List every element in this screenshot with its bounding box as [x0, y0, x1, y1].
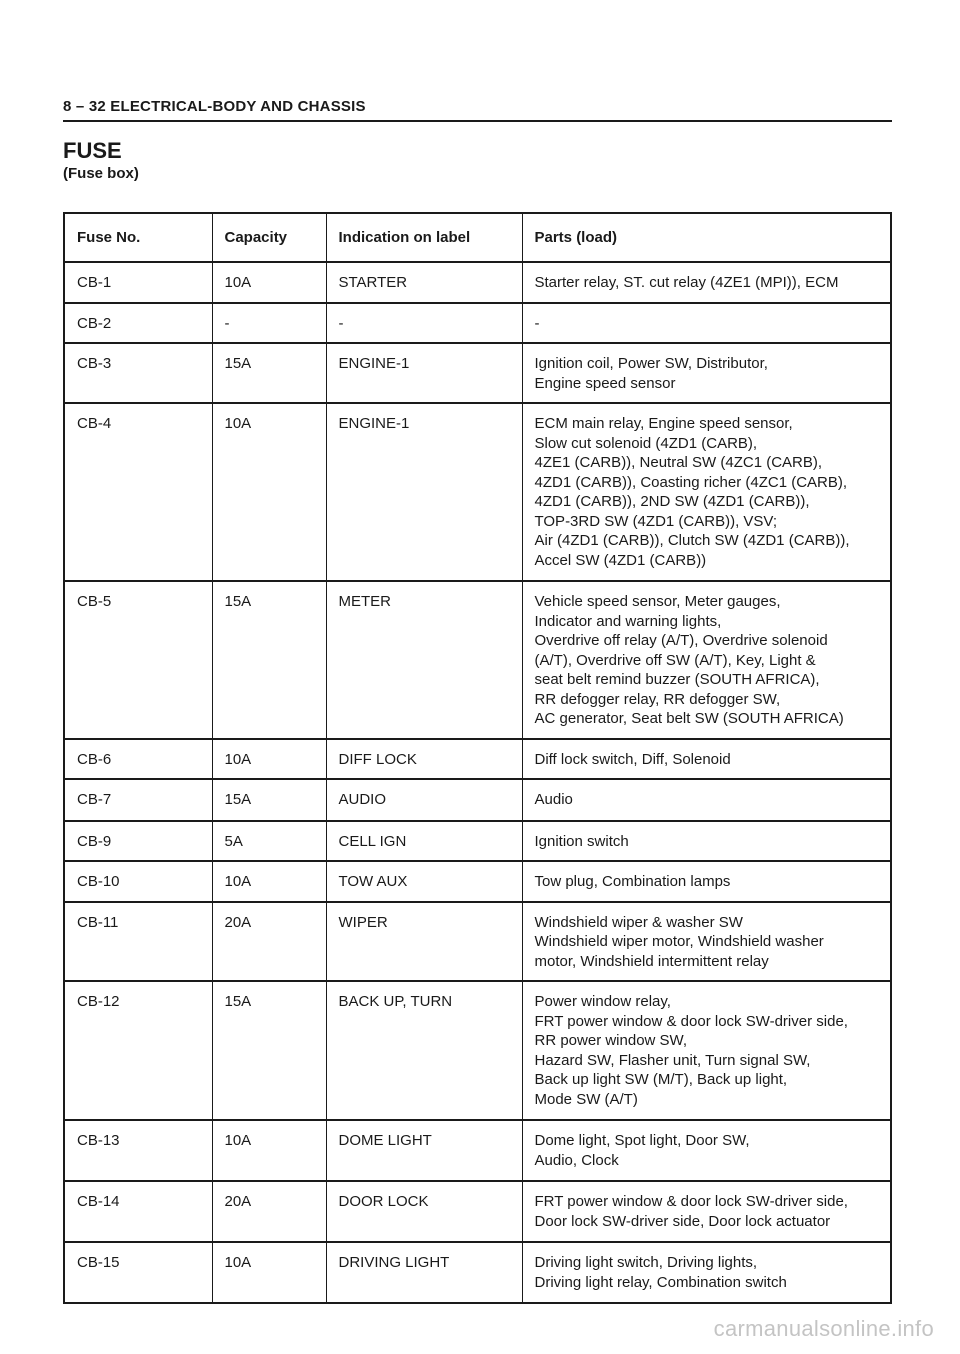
header-rule	[63, 120, 892, 122]
parts-line: Back up light SW (M/T), Back up light,	[534, 1071, 788, 1088]
table-row	[64, 403, 891, 581]
parts-cell	[522, 1242, 891, 1303]
parts-line: AC generator, Seat belt SW (SOUTH AFRICA)	[534, 710, 844, 727]
indication-cell: METER	[326, 581, 522, 739]
capacity-cell: 10A	[212, 1120, 326, 1181]
parts-line: Slow cut solenoid (4ZD1 (CARB),	[534, 434, 758, 452]
fuse-number-cell: CB-6	[64, 739, 212, 780]
parts-line: -	[534, 314, 540, 332]
parts-cell	[522, 1181, 891, 1242]
parts-line: Indicator and warning lights,	[534, 612, 722, 630]
parts-line: RR power window SW,	[534, 1032, 688, 1049]
parts-line: Windshield wiper motor, Windshield washer	[534, 933, 824, 950]
parts-line: Ignition coil, Power SW, Distributor,	[534, 355, 768, 372]
indication-cell: WIPER	[326, 902, 522, 982]
parts-cell	[522, 403, 891, 581]
table-row	[64, 861, 891, 902]
parts-line: RR defogger relay, RR defogger SW,	[534, 690, 781, 708]
parts-cell	[522, 581, 891, 739]
column-header-parts: Parts (load)	[522, 213, 891, 262]
fuse-table	[63, 212, 892, 1304]
capacity-cell: 10A	[212, 861, 326, 902]
capacity-cell: 5A	[212, 821, 326, 862]
parts-line: Audio	[534, 791, 573, 808]
capacity-cell: 20A	[212, 1181, 326, 1242]
parts-line: Audio, Clock	[534, 1151, 619, 1169]
indication-cell: DOME LIGHT	[326, 1120, 522, 1181]
indication-cell: STARTER	[326, 262, 522, 303]
parts-cell	[522, 861, 891, 902]
fuse-number-cell: CB-15	[64, 1242, 212, 1303]
indication-cell: -	[326, 303, 522, 344]
parts-line: motor, Windshield intermittent relay	[534, 952, 769, 970]
parts-cell	[522, 821, 891, 862]
parts-line: Door lock SW-driver side, Door lock actuator	[534, 1212, 831, 1230]
indication-cell: ENGINE-1	[326, 403, 522, 581]
indication-cell: TOW AUX	[326, 861, 522, 902]
parts-line: Engine speed sensor	[534, 374, 676, 392]
parts-line: Hazard SW, Flasher unit, Turn signal SW,	[534, 1051, 811, 1069]
parts-cell	[522, 779, 891, 821]
parts-cell	[522, 303, 891, 344]
fuse-number-cell: CB-10	[64, 861, 212, 902]
fuse-table-body	[64, 262, 891, 1303]
parts-cell	[522, 981, 891, 1120]
fuse-number-cell: CB-5	[64, 581, 212, 739]
parts-line: Accel SW (4ZD1 (CARB))	[534, 551, 707, 569]
parts-line: Overdrive off relay (A/T), Overdrive solenoid	[534, 632, 828, 649]
parts-line: Dome light, Spot light, Door SW,	[534, 1132, 750, 1149]
table-row	[64, 262, 891, 303]
capacity-cell: 10A	[212, 262, 326, 303]
table-row	[64, 779, 891, 821]
fuse-number-cell: CB-2	[64, 303, 212, 344]
parts-line: Driving light relay, Combination switch	[534, 1273, 787, 1291]
watermark: carmanualsonline.info	[713, 1316, 934, 1341]
parts-line: FRT power window & door lock SW-driver side,	[534, 1012, 848, 1030]
fuse-number-cell: CB-14	[64, 1181, 212, 1242]
fuse-number-cell: CB-9	[64, 821, 212, 862]
table-row	[64, 303, 891, 344]
parts-line: Vehicle speed sensor, Meter gauges,	[534, 593, 781, 610]
table-row	[64, 981, 891, 1120]
parts-line: Starter relay, ST. cut relay (4ZE1 (MPI)), ECM	[534, 274, 839, 291]
fuse-number-cell: CB-12	[64, 981, 212, 1120]
indication-cell: DIFF LOCK	[326, 739, 522, 780]
table-row	[64, 581, 891, 739]
capacity-cell: 15A	[212, 981, 326, 1120]
capacity-cell: 10A	[212, 403, 326, 581]
column-header-fuse-no: Fuse No.	[64, 213, 212, 262]
parts-line: Ignition switch	[534, 832, 629, 850]
page-header: 8 – 32 ELECTRICAL-BODY AND CHASSIS	[63, 98, 366, 115]
parts-cell	[522, 902, 891, 982]
indication-cell: DOOR LOCK	[326, 1181, 522, 1242]
parts-line: Windshield wiper & washer SW	[534, 913, 743, 931]
table-row	[64, 1181, 891, 1242]
indication-cell: AUDIO	[326, 779, 522, 821]
table-row	[64, 739, 891, 780]
header-row	[64, 213, 891, 262]
parts-line: Diff lock switch, Diff, Solenoid	[534, 750, 731, 768]
capacity-cell: 15A	[212, 581, 326, 739]
fuse-number-cell: CB-13	[64, 1120, 212, 1181]
parts-line: seat belt remind buzzer (SOUTH AFRICA),	[534, 671, 820, 688]
capacity-cell: 15A	[212, 343, 326, 403]
parts-cell	[522, 343, 891, 403]
parts-line: Driving light switch, Driving lights,	[534, 1254, 758, 1271]
parts-line: Air (4ZD1 (CARB)), Clutch SW (4ZD1 (CARB)),	[534, 532, 850, 549]
fuse-number-cell: CB-1	[64, 262, 212, 303]
parts-line: Power window relay,	[534, 993, 671, 1010]
parts-cell	[522, 1120, 891, 1181]
table-row	[64, 1120, 891, 1181]
parts-line: 4ZD1 (CARB)), Coasting richer (4ZC1 (CARB),	[534, 473, 848, 491]
table-row	[64, 902, 891, 982]
parts-line: 4ZE1 (CARB)), Neutral SW (4ZC1 (CARB),	[534, 454, 823, 471]
fuse-number-cell: CB-7	[64, 779, 212, 821]
parts-line: Tow plug, Combination lamps	[534, 873, 731, 890]
capacity-cell: -	[212, 303, 326, 344]
fuse-number-cell: CB-3	[64, 343, 212, 403]
column-header-capacity: Capacity	[212, 213, 326, 262]
parts-line: FRT power window & door lock SW-driver side,	[534, 1193, 848, 1210]
capacity-cell: 10A	[212, 1242, 326, 1303]
table-row	[64, 821, 891, 862]
fuse-number-cell: CB-4	[64, 403, 212, 581]
parts-line: (A/T), Overdrive off SW (A/T), Key, Light &	[534, 651, 816, 669]
column-header-indication: Indication on label	[326, 213, 522, 262]
indication-cell: DRIVING LIGHT	[326, 1242, 522, 1303]
table-row	[64, 343, 891, 403]
parts-line: Mode SW (A/T)	[534, 1090, 638, 1108]
section-title: FUSE	[63, 138, 122, 163]
fuse-table-header	[64, 213, 891, 262]
parts-line: TOP-3RD SW (4ZD1 (CARB)), VSV;	[534, 512, 778, 530]
section-subtitle: (Fuse box)	[63, 165, 139, 182]
parts-cell	[522, 262, 891, 303]
indication-cell: CELL IGN	[326, 821, 522, 862]
indication-cell: ENGINE-1	[326, 343, 522, 403]
capacity-cell: 20A	[212, 902, 326, 982]
table-row	[64, 1242, 891, 1303]
parts-line: 4ZD1 (CARB)), 2ND SW (4ZD1 (CARB)),	[534, 493, 810, 510]
indication-cell: BACK UP, TURN	[326, 981, 522, 1120]
fuse-number-cell: CB-11	[64, 902, 212, 982]
parts-cell	[522, 739, 891, 780]
capacity-cell: 15A	[212, 779, 326, 821]
parts-line: ECM main relay, Engine speed sensor,	[534, 415, 793, 432]
capacity-cell: 10A	[212, 739, 326, 780]
